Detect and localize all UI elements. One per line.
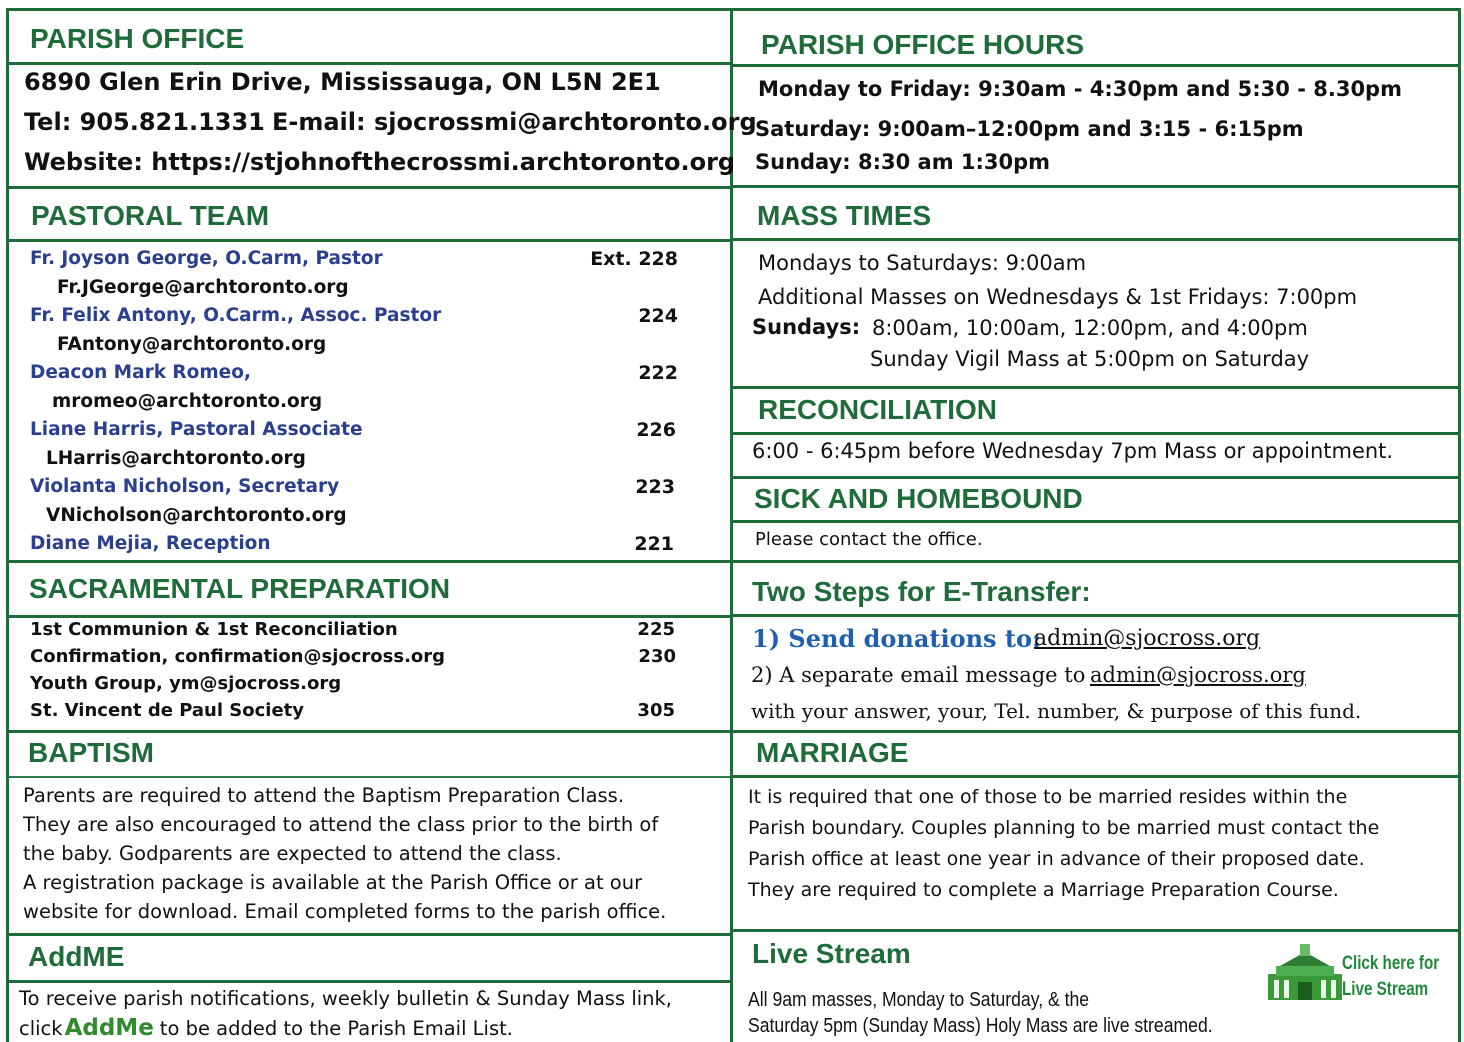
team-member-email[interactable]: Fr.JGeorge@archtoronto.org — [57, 277, 349, 298]
sick-text: Please contact the office. — [755, 529, 983, 550]
divider — [9, 239, 730, 242]
divider — [9, 730, 730, 733]
church-building-icon[interactable] — [1266, 944, 1344, 1002]
divider — [9, 560, 730, 563]
divider — [733, 614, 1458, 617]
addme-title: AddME — [28, 941, 125, 972]
sacramental-ext: 305 — [637, 700, 675, 721]
divider — [733, 238, 1458, 241]
live-stream-link-line2[interactable]: Live Stream — [1342, 979, 1429, 1000]
sacramental-ext: 230 — [638, 646, 676, 667]
etransfer-step1-email[interactable]: admin@sjocross.org — [1034, 626, 1261, 651]
parish-email[interactable]: E-mail: sjocrossmi@archtoronto.org — [272, 108, 757, 136]
etransfer-step2-text: 2) A separate email message to — [751, 663, 1086, 687]
mass-times-title: MASS TIMES — [757, 200, 932, 231]
mass-additional: Additional Masses on Wednesdays & 1st Fridays: 7:00pm — [758, 285, 1358, 309]
livestream-line2: Saturday 5pm (Sunday Mass) Holy Mass are live streamed. — [748, 1015, 1213, 1037]
etransfer-title: Two Steps for E-Transfer: — [752, 576, 1091, 607]
divider — [733, 476, 1458, 479]
parish-website[interactable]: Website: https://stjohnofthecrossmi.archtoronto.org — [24, 148, 736, 176]
mass-sundays: 8:00am, 10:00am, 12:00pm, and 4:00pm — [872, 316, 1308, 340]
addme-line2 — [19, 1015, 513, 1041]
team-member-name: Diane Mejia, Reception — [30, 533, 271, 554]
parish-tel: Tel: 905.821.1331 — [24, 108, 265, 136]
addme-click-text: click — [19, 1017, 63, 1040]
team-member-name: Violanta Nicholson, Secretary — [30, 476, 340, 497]
divider — [733, 730, 1458, 733]
mass-weekdays: Mondays to Saturdays: 9:00am — [758, 251, 1087, 275]
divider — [733, 432, 1458, 435]
divider — [9, 62, 730, 65]
mass-sundays-label: Sundays: — [752, 315, 861, 339]
team-member-email[interactable]: FAntony@archtoronto.org — [57, 334, 327, 355]
sacramental-item: St. Vincent de Paul Society — [30, 700, 305, 721]
divider — [9, 186, 730, 189]
divider — [9, 615, 730, 618]
sick-title: SICK AND HOMEBOUND — [754, 483, 1083, 514]
mass-vigil: Sunday Vigil Mass at 5:00pm on Saturday — [870, 347, 1310, 371]
team-member-ext: 223 — [635, 476, 675, 498]
addme-line2-rest: to be added to the Parish Email List. — [159, 1017, 513, 1040]
divider — [733, 64, 1458, 67]
reconciliation-text: 6:00 - 6:45pm before Wednesday 7pm Mass or appointment. — [752, 439, 1394, 463]
marriage-line: They are required to complete a Marriage Preparation Course. — [748, 879, 1339, 901]
parish-office-title: PARISH OFFICE — [30, 23, 245, 54]
marriage-line: It is required that one of those to be married resides within the — [748, 786, 1348, 808]
sacramental-ext: 225 — [637, 619, 675, 640]
baptism-title: BAPTISM — [28, 737, 154, 768]
baptism-line: website for download. Email completed forms to the parish office. — [23, 900, 667, 923]
sacramental-item: Youth Group, ym@sjocross.org — [30, 673, 342, 694]
livestream-line1: All 9am masses, Monday to Saturday, & the — [748, 989, 1090, 1011]
divider — [9, 776, 730, 778]
reconciliation-title: RECONCILIATION — [758, 394, 998, 425]
divider — [733, 775, 1458, 778]
divider — [9, 933, 730, 936]
team-member-name: Liane Harris, Pastoral Associate — [30, 419, 363, 440]
team-member-ext: 226 — [636, 419, 676, 441]
sacramental-title: SACRAMENTAL PREPARATION — [29, 573, 451, 604]
team-member-email[interactable]: VNicholson@archtoronto.org — [46, 505, 347, 526]
team-member-ext: 224 — [638, 305, 678, 327]
parish-address: 6890 Glen Erin Drive, Mississauga, ON L5N 2E1 — [24, 68, 661, 96]
divider — [733, 520, 1458, 523]
team-member-email[interactable]: mromeo@archtoronto.org — [52, 391, 323, 412]
team-member-ext: 222 — [638, 362, 678, 384]
hours-weekday: Monday to Friday: 9:30am - 4:30pm and 5:30 - 8.30pm — [758, 77, 1402, 101]
team-member-name: Deacon Mark Romeo, — [30, 362, 251, 383]
team-member-ext: 221 — [634, 533, 674, 555]
marriage-line: Parish office at least one year in advance of their proposed date. — [748, 848, 1365, 870]
divider — [733, 560, 1458, 563]
pastoral-team-title: PASTORAL TEAM — [31, 200, 270, 231]
etransfer-step2-line2: with your answer, your, Tel. number, & purpose of this fund. — [751, 699, 1362, 723]
team-member-name: Fr. Joyson George, O.Carm, Pastor — [30, 248, 383, 269]
baptism-line: the baby. Godparents are expected to attend the class. — [23, 842, 562, 865]
marriage-line: Parish boundary. Couples planning to be married must contact the — [748, 817, 1380, 839]
team-member-name: Fr. Felix Antony, O.Carm., Assoc. Pastor — [30, 305, 442, 326]
hours-saturday: Saturday: 9:00am–12:00pm and 3:15 - 6:15pm — [755, 117, 1304, 141]
addme-link[interactable]: AddMe — [64, 1015, 154, 1041]
baptism-line: Parents are required to attend the Baptism Preparation Class. — [23, 784, 625, 807]
live-stream-link-line1[interactable]: Click here for — [1342, 953, 1440, 974]
etransfer-step2-email[interactable]: admin@sjocross.org — [1090, 663, 1306, 687]
team-member-ext: Ext. 228 — [590, 248, 678, 270]
baptism-line: A registration package is available at the Parish Office or at our — [23, 871, 643, 894]
livestream-title: Live Stream — [752, 938, 911, 969]
etransfer-step1-label: 1) Send donations to: — [752, 624, 1041, 653]
divider — [733, 929, 1458, 932]
divider — [9, 980, 730, 983]
marriage-title: MARRIAGE — [756, 737, 909, 768]
sacramental-item: 1st Communion & 1st Reconciliation — [30, 619, 398, 640]
team-member-email[interactable]: LHarris@archtoronto.org — [46, 448, 306, 469]
office-hours-title: PARISH OFFICE HOURS — [761, 29, 1085, 60]
divider — [733, 386, 1458, 389]
addme-line1: To receive parish notifications, weekly bulletin & Sunday Mass link, — [19, 987, 673, 1010]
divider — [733, 185, 1458, 188]
sacramental-item: Confirmation, confirmation@sjocross.org — [30, 646, 446, 667]
baptism-line: They are also encouraged to attend the class prior to the birth of — [23, 813, 659, 836]
hours-sunday: Sunday: 8:30 am 1:30pm — [755, 150, 1051, 174]
